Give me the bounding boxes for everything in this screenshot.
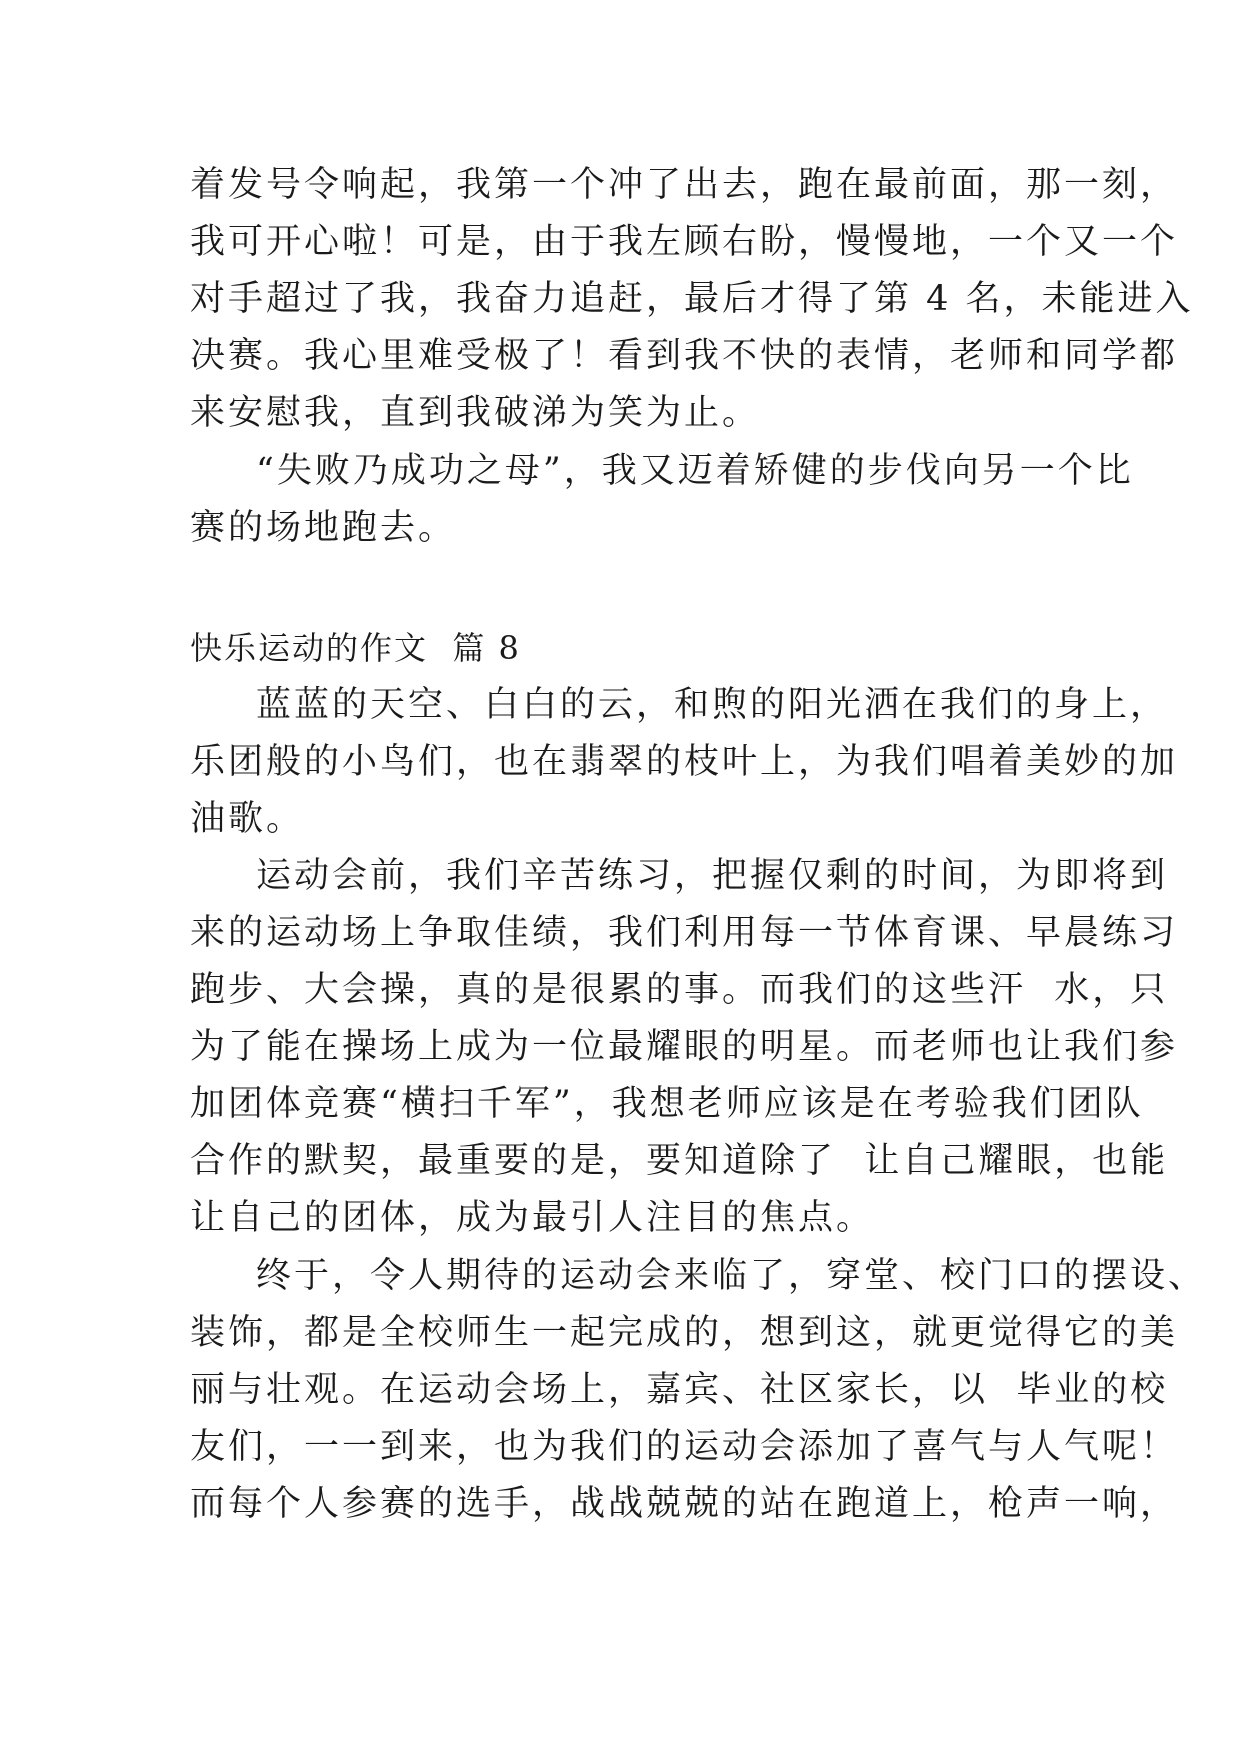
text-line: 对手超过了我，我奋力追赶，最后才得了第 4 名，未能进入 <box>190 279 1194 319</box>
section-heading: 快乐运动的作文 篇 8 <box>190 629 521 667</box>
text-line: 让自己的团体，成为最引人注目的焦点。 <box>190 1198 875 1238</box>
text-line: 乐团般的小鸟们，也在翡翠的枝叶上，为我们唱着美妙的加 <box>190 742 1179 782</box>
text-line: 友们，一一到来，也为我们的运动会添加了喜气与人气呢！ <box>190 1427 1179 1467</box>
text-line: 来的运动场上争取佳绩，我们利用每一节体育课、早晨练习 <box>190 913 1179 953</box>
text-line: 为了能在操场上成为一位最耀眼的明星。而老师也让我们参 <box>190 1027 1179 1067</box>
text-line: 决赛。我心里难受极了！看到我不快的表情，老师和同学都 <box>190 336 1179 376</box>
text-line: 而每个人参赛的选手，战战兢兢的站在跑道上，枪声一响， <box>190 1484 1179 1524</box>
text-line: 跑步、大会操，真的是很累的事。而我们的这些汗 水，只 <box>190 970 1169 1010</box>
text-line: 装饰，都是全校师生一起完成的，想到这，就更觉得它的美 <box>190 1313 1179 1353</box>
text-line: 加团体竞赛“横扫千军”，我想老师应该是在考验我们团队 <box>190 1084 1144 1124</box>
paragraph-first-line: 蓝蓝的天空、白白的云，和煦的阳光洒在我们的身上， <box>256 685 1169 725</box>
paragraph-first-line: 运动会前，我们辛苦练习，把握仅剩的时间，为即将到 <box>256 856 1169 896</box>
text-line: 我可开心啦！可是，由于我左顾右盼，慢慢地，一个又一个 <box>190 222 1179 262</box>
text-line: 丽与壮观。在运动会场上，嘉宾、社区家长，以 毕业的校 <box>190 1370 1169 1410</box>
paragraph-first-line: “失败乃成功之母”，我又迈着矫健的步伐向另一个比 <box>256 451 1134 491</box>
text-line: 着发号令响起，我第一个冲了出去，跑在最前面，那一刻， <box>190 165 1179 205</box>
paragraph-first-line: 终于，令人期待的运动会来临了，穿堂、校门口的摆设、 <box>256 1256 1207 1296</box>
text-line: 来安慰我，直到我破涕为笑为止。 <box>190 393 761 433</box>
text-line: 油歌。 <box>190 799 305 839</box>
text-line: 赛的场地跑去。 <box>190 508 457 548</box>
text-line: 合作的默契，最重要的是，要知道除了 让自己耀眼，也能 <box>190 1141 1169 1181</box>
